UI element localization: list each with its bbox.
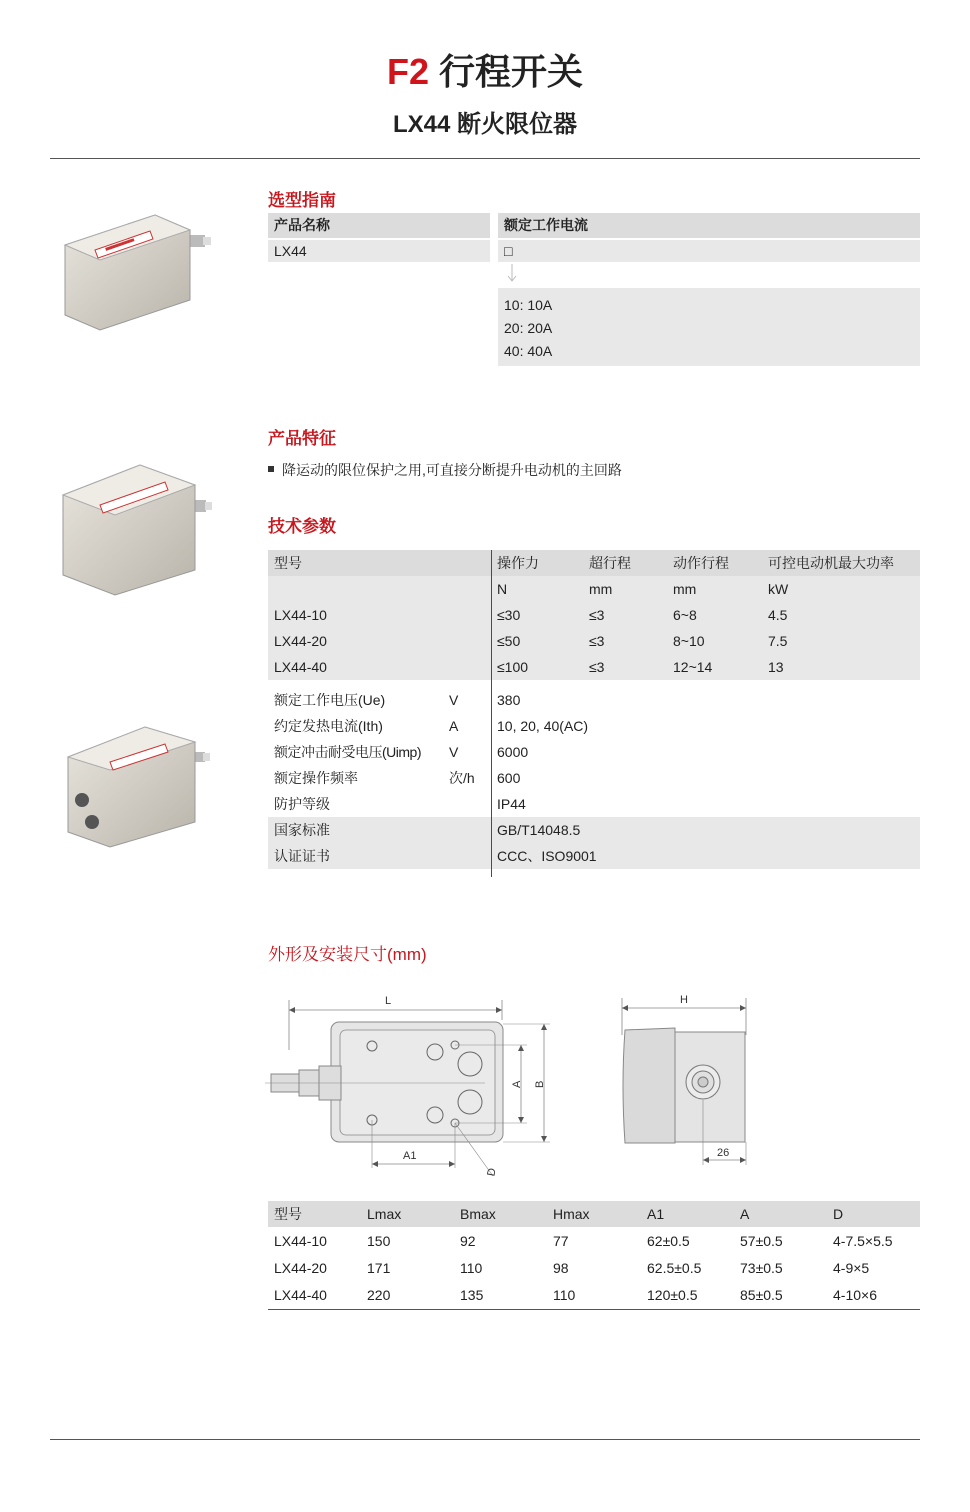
table-row (268, 687, 920, 713)
tech-cell: ≤100 (497, 659, 529, 675)
param-value: IP44 (497, 796, 526, 812)
dim-cell: 73±0.5 (734, 1255, 827, 1282)
dim-cell: 4-7.5×5.5 (827, 1228, 920, 1255)
tech-cell: 6~8 (673, 607, 697, 623)
dim-cell: LX44-40 (268, 1282, 361, 1309)
tech-cell: ≤50 (497, 633, 521, 649)
param-label: 额定操作频率 (274, 770, 358, 786)
dim-header-row (268, 1201, 920, 1228)
selection-options (498, 288, 920, 366)
dim-cell: 220 (361, 1282, 454, 1309)
tech-unit-cell (268, 576, 491, 602)
table-row (268, 739, 920, 765)
tech-header-row (268, 550, 920, 576)
tech-header-cell: 型号 (274, 555, 302, 571)
tech-cell: 4.5 (768, 607, 788, 623)
param-unit: A (449, 718, 459, 734)
param-label: 防护等级 (274, 796, 330, 812)
params-table (268, 687, 920, 869)
tech-unit-cell: mm (673, 581, 697, 597)
bullet-square-icon (268, 466, 274, 472)
dim-header-cell: A1 (641, 1201, 734, 1228)
product-photo-1 (55, 205, 215, 340)
dim-label-d: D (485, 1167, 499, 1178)
tech-unit-cell: kW (768, 581, 789, 597)
feature-item (268, 460, 622, 480)
tech-cell: ≤3 (589, 633, 605, 649)
dimensions-heading: 外形及安装尺寸(mm) (268, 945, 427, 964)
table-row (268, 843, 920, 869)
selection-placeholder-box: □ (498, 240, 920, 262)
dim-label-l: L (385, 995, 392, 1007)
selection-option: 20: 20A (504, 320, 553, 336)
dim-cell: LX44-10 (268, 1228, 361, 1255)
table-row (268, 1228, 920, 1255)
dim-header-cell: 型号 (268, 1201, 361, 1228)
param-label: 认证证书 (274, 848, 330, 864)
param-value: 600 (497, 770, 521, 786)
dim-header-cell: A (734, 1201, 827, 1228)
table-row (268, 765, 920, 791)
dim-cell: 57±0.5 (734, 1228, 827, 1255)
table-row (268, 713, 920, 739)
tech-cell: 12~14 (673, 659, 713, 675)
dim-cell: 4-9×5 (827, 1255, 920, 1282)
selection-heading: 选型指南 (268, 191, 336, 210)
param-unit: V (449, 692, 459, 708)
tech-unit-cell: mm (589, 581, 613, 597)
dim-cell: 171 (361, 1255, 454, 1282)
tech-unit-row (268, 576, 920, 602)
dim-label-b: B (534, 1080, 546, 1088)
page-subtitle: LX44 断火限位器 (392, 111, 578, 138)
dim-label-h: H (680, 994, 688, 1006)
selection-col-name: 产品名称 (268, 213, 490, 238)
param-label: 额定冲击耐受电压(Uimp) (274, 744, 421, 760)
selection-option: 10: 10A (504, 297, 553, 313)
tech-cell: ≤3 (589, 607, 605, 623)
param-value: 6000 (497, 744, 529, 760)
front-view-drawing (265, 990, 565, 1180)
table-divider (491, 550, 492, 877)
param-label: 额定工作电压(Ue) (274, 692, 386, 708)
dim-header-cell: D (827, 1201, 920, 1228)
page-title (0, 44, 970, 95)
param-unit (443, 791, 491, 817)
dim-table-bottom-rule (268, 1309, 920, 1310)
dim-label-a: A (511, 1080, 523, 1088)
selection-option: 40: 40A (504, 343, 553, 359)
dim-cell: 120±0.5 (641, 1282, 734, 1309)
tech-header-cell: 操作力 (497, 555, 539, 571)
table-row (268, 817, 920, 843)
tech-unit-cell: N (497, 581, 508, 597)
feature-text: 降运动的限位保护之用,可直接分断提升电动机的主回路 (282, 462, 622, 478)
dim-cell: 77 (547, 1228, 641, 1255)
header-divider (50, 158, 920, 159)
dim-label-26: 26 (717, 1147, 730, 1159)
dim-cell: 4-10×6 (827, 1282, 920, 1309)
param-label: 国家标准 (274, 822, 330, 838)
table-row (268, 1282, 920, 1309)
dim-header-cell: Hmax (547, 1201, 641, 1228)
selection-product: LX44 (268, 240, 490, 262)
tech-cell: 7.5 (768, 633, 788, 649)
tech-cell: 8~10 (673, 633, 705, 649)
param-unit: V (449, 744, 459, 760)
tech-cell: LX44-40 (274, 659, 327, 675)
tech-cell: LX44-20 (274, 633, 327, 649)
param-value: CCC、ISO9001 (497, 848, 597, 864)
table-row (268, 791, 920, 817)
series-code: F2 (386, 51, 429, 92)
tech-cell: LX44-10 (274, 607, 327, 623)
dim-cell: 85±0.5 (734, 1282, 827, 1309)
dim-header-cell: Lmax (361, 1201, 454, 1228)
dim-cell: 110 (547, 1282, 641, 1309)
dim-cell: 92 (454, 1228, 547, 1255)
tech-header-cell: 超行程 (589, 555, 631, 571)
tech-cell: ≤3 (589, 659, 605, 675)
dim-cell: 62±0.5 (641, 1228, 734, 1255)
dim-cell: LX44-20 (268, 1255, 361, 1282)
dim-cell: 62.5±0.5 (641, 1255, 734, 1282)
param-unit: 次/h (449, 770, 475, 786)
arrow-down-icon (506, 264, 518, 284)
dim-cell: 110 (454, 1255, 547, 1282)
param-label: 约定发热电流(Ith) (274, 718, 383, 734)
dim-cell: 98 (547, 1255, 641, 1282)
dimensions-table (268, 1201, 920, 1309)
tech-cell: 13 (768, 659, 784, 675)
tech-heading: 技术参数 (268, 517, 336, 536)
dim-cell: 150 (361, 1228, 454, 1255)
tech-header-cell: 可控电动机最大功率 (768, 555, 894, 571)
param-value: 10, 20, 40(AC) (497, 718, 589, 734)
side-view-drawing (615, 990, 760, 1170)
series-title: 行程开关 (439, 51, 584, 92)
param-value: 380 (497, 692, 521, 708)
tech-table (268, 550, 920, 680)
product-photo-2 (55, 460, 215, 600)
features-heading: 产品特征 (268, 429, 336, 448)
table-row (268, 602, 920, 628)
selection-col-current: 额定工作电流 (498, 213, 920, 238)
tech-cell: ≤30 (497, 607, 521, 623)
param-unit (443, 843, 491, 869)
dim-header-cell: Bmax (454, 1201, 547, 1228)
table-row (268, 654, 920, 680)
dim-cell: 135 (454, 1282, 547, 1309)
tech-header-cell: 动作行程 (673, 555, 729, 571)
table-row (268, 628, 920, 654)
param-value: GB/T14048.5 (497, 822, 581, 838)
product-photo-3 (60, 722, 215, 852)
footer-divider (50, 1439, 920, 1440)
param-unit (443, 817, 491, 843)
dim-label-a1: A1 (403, 1150, 417, 1162)
table-row (268, 1255, 920, 1282)
